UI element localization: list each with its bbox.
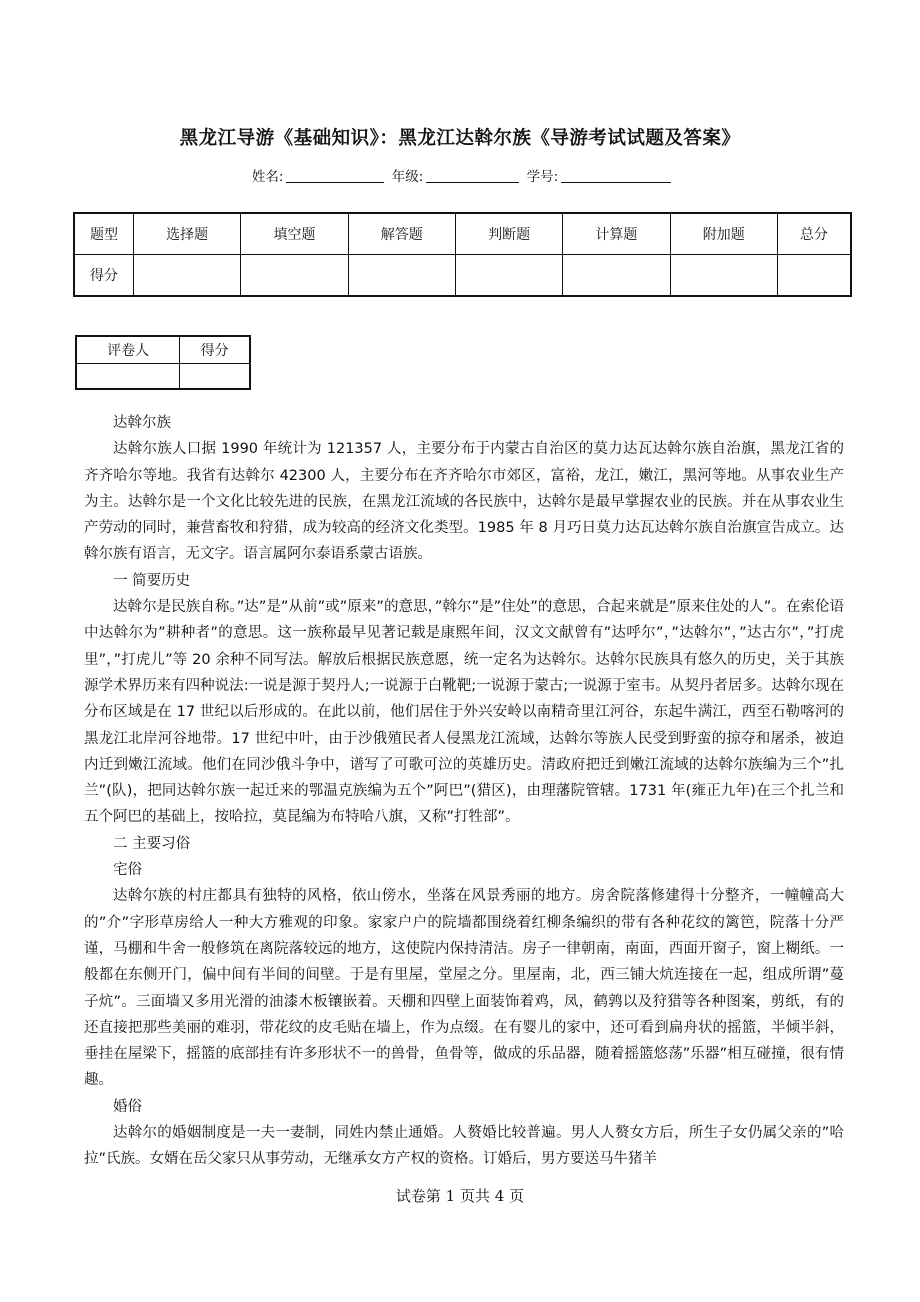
- article-paragraph: 达斡尔是民族自称。”达”是”从前”或”原来”的意思，”斡尔”是”住处”的意思，合起来就是”原来住处的人”。在索伦语中达斡尔为”耕种者”的意思。这一族称最早见著记载是康熙年间，汉文文献曾有”达呼尔”，”达斡尔”，”达古尔”，”打虎里”，”打虎儿”等 20 余种不同写法。解放后根据民族意愿，统一定名为达斡尔。达斡尔民族具有悠久的历史，关于其族源学术界历来有四种说法:一说是源于契丹人;一说源于白靴靶;一说源于蒙古;一说源于室韦。从契丹者居多。达斡尔现在分布区域是在 17 世纪以后形成的。在此以前，他们居住于外兴安岭以南精奇里江河谷，东起牛满江，西至石勒喀河的黑龙江北岸河谷地带。17 世纪中叶，由于沙俄殖民者人侵黑龙江流域，达斡尔等族人民受到野蛮的掠夺和屠杀，被迫内迁到嫩江流域。他们在同沙俄斗争中，谱写了可歌可泣的英雄历史。清政府把迁到嫩江流域的达斡尔族编为三个”扎兰”(队)，把同达斡尔族一起迁来的鄂温克族编为五个”阿巴”(猎区)，由理藩院管辖。1731 年(雍正九年)在三个扎兰和五个阿巴的基础上，按哈拉，莫昆编为布特哈八旗，又称”打牲部”。: [84, 599, 844, 826]
- score-row-label: 得分: [74, 255, 134, 297]
- subsection-heading: 宅俗: [113, 862, 142, 879]
- score-cell[interactable]: [134, 255, 241, 297]
- score-table-score-row: [74, 255, 851, 297]
- section-heading: 二 主要习俗: [113, 835, 191, 852]
- score-table-header-row: [74, 213, 851, 255]
- grader-table-blank-row: [76, 364, 250, 390]
- score-cell[interactable]: [563, 255, 670, 297]
- score-table: [73, 212, 852, 297]
- header-cell-true-false: 判断题: [455, 213, 562, 255]
- score-cell[interactable]: [348, 255, 455, 297]
- article-paragraph: 达斡尔的婚姻制度是一夫一妻制，同姓内禁止通婚。人赘婚比较普遍。男人人赘女方后，所生子女仍属父亲的”哈拉”氏族。女婿在岳父家只从事劳动，无继承女方产权的资格。订婚后，男方要送马牛猪羊: [84, 1125, 844, 1168]
- header-cell-answer: 解答题: [348, 213, 455, 255]
- article-paragraph: 达斡尔族人口据 1990 年统计为 121357 人，主要分布于内蒙古自治区的莫力达瓦达斡尔族自治旗，黑龙江省的齐齐哈尔等地。我省有达斡尔 42300 人，主要分布在齐齐哈尔市郊区，富裕，龙江，嫩江，黑河等地。从事农业生产为主。达斡尔是一个文化比较先进的民族，在黑龙江流域的各民族中，达斡尔是最早掌握农业的民族。并在从事农业生产劳动的同时，兼营畜牧和狩猎，成为较高的经济文化类型。1985 年 8 月巧日莫力达瓦达斡尔族自治旗宣告成立。达斡尔族有语言，无文字。语言属阿尔泰语系蒙古语族。: [84, 441, 844, 563]
- header-cell-bonus: 附加题: [670, 213, 777, 255]
- grader-table: [75, 335, 251, 390]
- subsection-heading: 婚俗: [113, 1098, 142, 1115]
- header-cell-fill-blank: 填空题: [241, 213, 348, 255]
- header-cell-question-type: 题型: [74, 213, 134, 255]
- name-blank[interactable]: [286, 168, 384, 183]
- score-cell[interactable]: [777, 255, 851, 297]
- score-cell[interactable]: [241, 255, 348, 297]
- student-id-label: 学号:: [526, 169, 559, 185]
- page-footer: 试卷第 1 页共 4 页: [395, 1187, 525, 1205]
- student-id-blank[interactable]: [561, 168, 671, 183]
- grader-score-cell[interactable]: [180, 364, 250, 390]
- article-body: [84, 410, 844, 1173]
- section-heading: 达斡尔族: [113, 415, 171, 431]
- grader-table-header-row: [76, 336, 250, 364]
- section-heading: 一 简要历史: [113, 572, 191, 589]
- score-cell[interactable]: [455, 255, 562, 297]
- header-cell-multiple-choice: 选择题: [134, 213, 241, 255]
- grader-score-header-cell: 得分: [180, 336, 250, 364]
- header-cell-total: 总分: [777, 213, 851, 255]
- student-info-line: [0, 165, 920, 185]
- grade-label: 年级:: [391, 169, 424, 185]
- grade-blank[interactable]: [426, 168, 519, 183]
- page-title: 黑龙江导游《基础知识》：黑龙江达斡尔族《导游考试试题及答案》: [179, 128, 741, 149]
- header-cell-calculation: 计算题: [563, 213, 670, 255]
- grader-header-cell: 评卷人: [76, 336, 180, 364]
- name-label: 姓名:: [251, 169, 284, 185]
- score-cell[interactable]: [670, 255, 777, 297]
- grader-cell[interactable]: [76, 364, 180, 390]
- article-paragraph: 达斡尔族的村庄都具有独特的风格，依山傍水，坐落在风景秀丽的地方。房舍院落修建得十分整齐，一幢幢高大的”介”字形草房给人一种大方雅观的印象。家家户户的院墙都围绕着红柳条编织的带有各种花纹的篱笆，院落十分严谨，马棚和牛舍一般修筑在离院落较远的地方，这使院内保持清洁。房子一律朝南，南面，西面开窗子，窗上糊纸。一般都在东侧开门，偏中间有半间的间壁。于是有里屋，堂屋之分。里屋南，北，西三铺大炕连接在一起，组成所谓”蔓子炕”。三面墙又多用光滑的油漆木板镶嵌着。天棚和四壁上面装饰着鸡，凤，鹤鹑以及狩猎等各种图案，剪纸，有的还直接把那些美丽的难羽，带花纹的皮毛贴在墙上，作为点缀。在有婴儿的家中，还可看到扁舟状的摇篮，半倾半斜，垂挂在屋梁下，摇篮的底部挂有许多形状不一的兽骨，鱼骨等，做成的乐品器，随着摇篮悠荡”乐器”相互碰撞，很有情趣。: [84, 888, 844, 1089]
